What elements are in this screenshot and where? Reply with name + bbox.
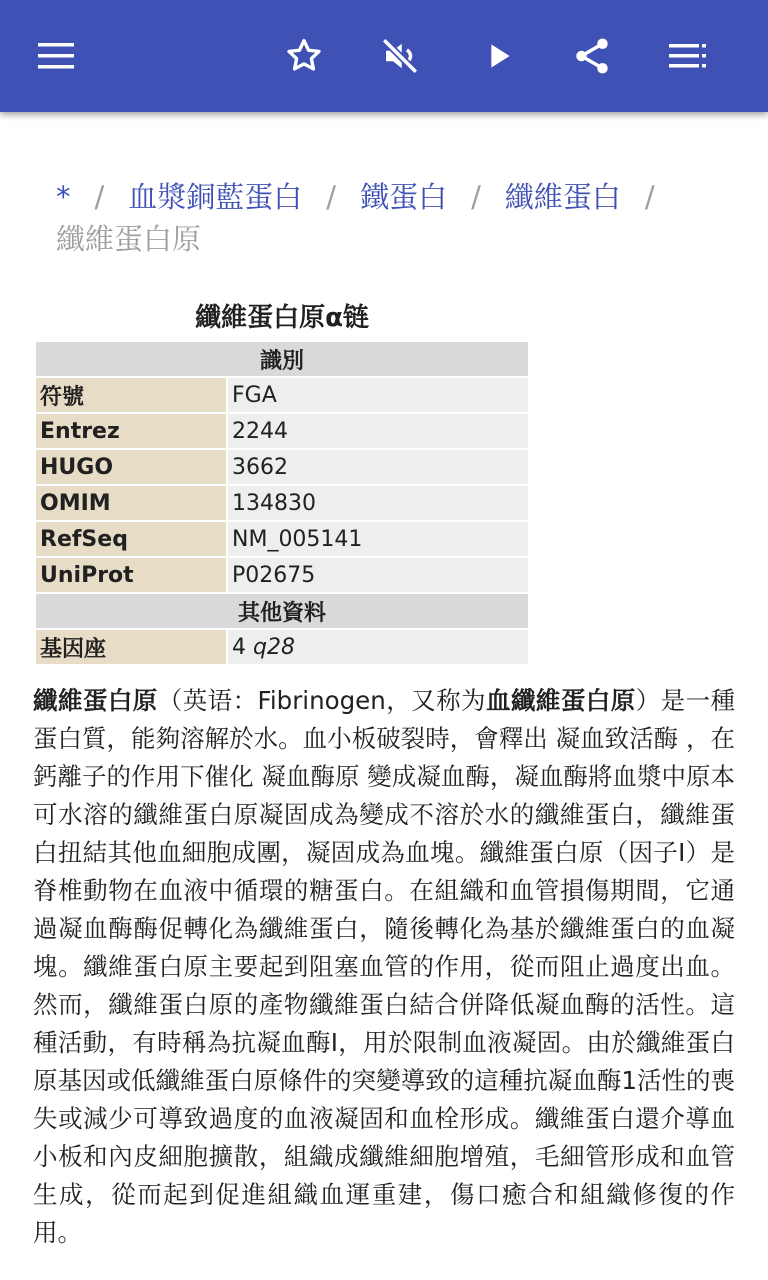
hamburger-menu-icon (36, 36, 76, 76)
infobox-title: 纖維蛋白原α链 (195, 303, 369, 333)
infobox-value-locus (228, 630, 528, 664)
infobox-row (36, 630, 528, 664)
infobox-key: Entrez (36, 414, 226, 448)
infobox-table (34, 340, 530, 666)
article-intro: （英语：Fibrinogen，又称为 (157, 686, 486, 715)
infobox-key: RefSeq (36, 522, 226, 556)
breadcrumb-item-ceruloplasmin[interactable]: 血漿銅藍蛋白 (128, 180, 303, 214)
article-body (33, 682, 735, 1252)
infobox-row (36, 486, 528, 520)
playlist-icon (667, 35, 709, 77)
locus-chromosome: 4 (232, 634, 246, 660)
infobox-section-row (36, 342, 528, 376)
infobox-row (36, 522, 528, 556)
infobox-value[interactable]: P02675 (228, 558, 528, 592)
breadcrumb-item-home[interactable]: * (56, 180, 71, 214)
infobox-key: 基因座 (36, 630, 226, 664)
infobox-row (36, 450, 528, 484)
breadcrumb (56, 176, 736, 260)
infobox-key: HUGO (36, 450, 226, 484)
breadcrumb-separator: / (644, 180, 655, 214)
infobox-value[interactable]: 134830 (228, 486, 528, 520)
infobox-row (36, 414, 528, 448)
infobox-value[interactable]: FGA (228, 378, 528, 412)
infobox-section-identifiers: 識別 (36, 342, 528, 376)
breadcrumb-separator: / (471, 180, 481, 214)
infobox-row (36, 378, 528, 412)
breadcrumb-item-fibrin[interactable]: 纖維蛋白 (504, 180, 621, 214)
article-alt-term: 血纖維蛋白原 (486, 686, 636, 715)
breadcrumb-item-ferritin[interactable]: 鐵蛋白 (360, 180, 448, 214)
mute-button[interactable] (372, 28, 428, 84)
infobox-section-other: 其他資料 (36, 594, 528, 628)
breadcrumb-separator: / (94, 180, 105, 214)
infobox-section-row (36, 594, 528, 628)
app-toolbar (0, 0, 768, 112)
breadcrumb-current: 纖維蛋白原 (56, 222, 202, 256)
article-term: 纖維蛋白原 (33, 686, 158, 715)
infobox-value[interactable]: 2244 (228, 414, 528, 448)
menu-button[interactable] (28, 28, 84, 84)
volume-off-icon (379, 35, 421, 77)
share-icon (571, 35, 613, 77)
infobox-key: UniProt (36, 558, 226, 592)
infobox-value[interactable]: NM_005141 (228, 522, 528, 556)
infobox-value[interactable]: 3662 (228, 450, 528, 484)
infobox-row (36, 558, 528, 592)
favorite-button[interactable] (276, 28, 332, 84)
article-text: ）是一種蛋白質，能夠溶解於水。血小板破裂時，會釋出 凝血致活酶 ，在鈣離子的作用下催化 凝血酶原 變成凝血酶，凝血酶將血漿中原本可水溶的纖維蛋白原凝固成為變成不溶於水的纖維蛋白，纖維蛋白扭結其他血細胞成團，凝固成為血塊。纖維蛋白原（因子I）是脊椎動物在血液中循環的糖蛋白。在組織和血管損傷期間，它通過凝血酶酶促轉化為纖維蛋白，隨後轉化為基於纖維蛋白的血凝塊。纖維蛋白原主要起到阻塞血管的作用，從而阻止過度出血。然而，纖維蛋白原的產物纖維蛋白結合併降低凝血酶的活性。這種活動，有時稱為抗凝血酶I，用於限制血液凝固。由於纖維蛋白原基因或低纖維蛋白原條件的突變導致的這種抗凝血酶1活性的喪失或減少可導致過度的血液凝固和血栓形成。纖維蛋白還介導血小板和內皮細胞擴散，組織成纖維細胞增殖，毛細管形成和血管生成，從而起到促進組織血運重建，傷口癒合和組織修復的作用。 (33, 686, 736, 1247)
locus-band: q28 (253, 634, 295, 660)
playlist-button[interactable] (660, 28, 716, 84)
play-icon (478, 36, 518, 76)
infobox-key: 符號 (36, 378, 226, 412)
breadcrumb-separator: / (326, 180, 337, 214)
star-outline-icon (283, 35, 325, 77)
share-button[interactable] (564, 28, 620, 84)
infobox-key: OMIM (36, 486, 226, 520)
play-button[interactable] (470, 28, 526, 84)
